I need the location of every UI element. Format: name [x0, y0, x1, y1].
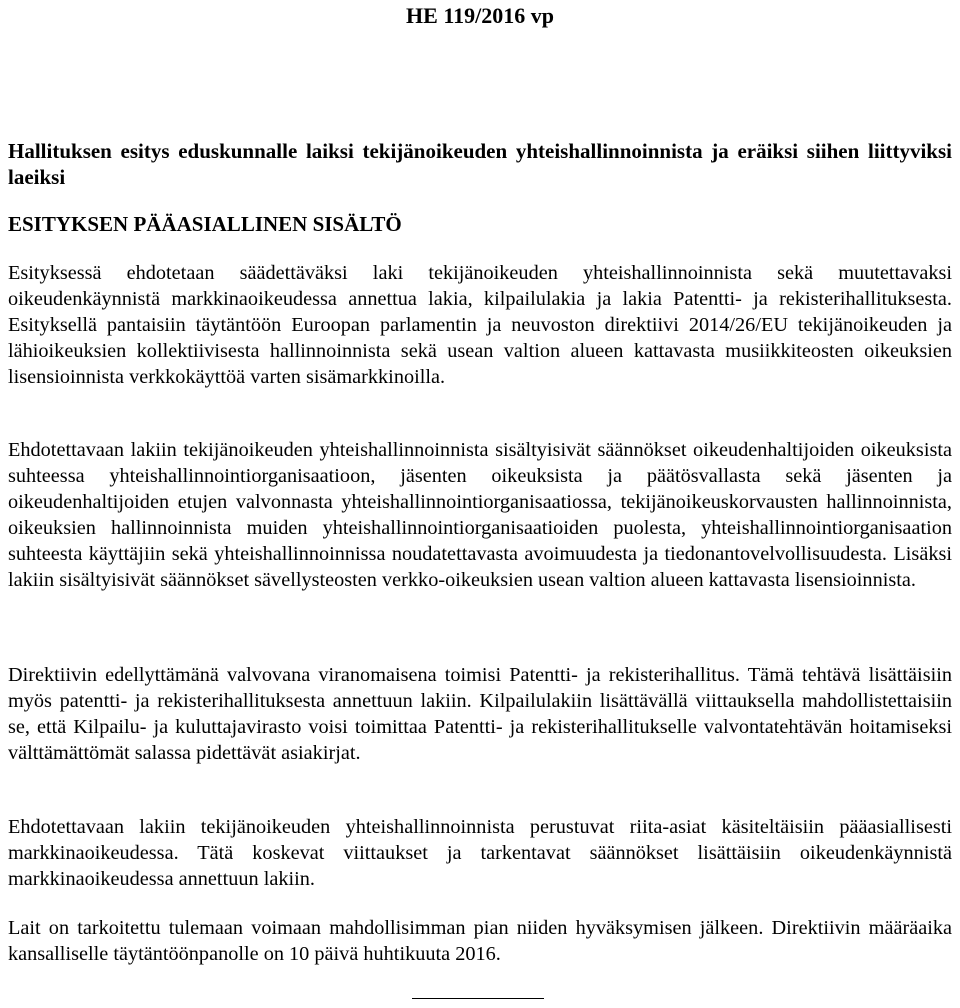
paragraph-supervisory-authority: Direktiivin edellyttämänä valvovana viranomaisena toimisi Patentti- ja rekisterihallitus. Tämä tehtävä lisättäisiin myös patentti- ja rekisterihallituksesta annettuun lakiin. Kilpailulakiin lisättävällä viittauksella mahdollistettaisiin se, että Kilpailu- ja kuluttajavirasto voisi toimittaa Patentti- ja rekisterihallitukselle valvontatehtävän hoitamiseksi välttämättömät salassa pidettävät asiakirjat. — [8, 664, 952, 764]
paragraph-proposed-act: Ehdotettavaan lakiin tekijänoikeuden yhteishallinnoinnista sisältyisivät säännökset oikeudenhaltijoiden oikeuksista suhteessa yhteishallinnointiorganisaatioon, jäsenten oikeuksista ja päätösvallasta sekä jäsenten ja oikeudenhaltijoiden etujen valvonnasta yhteishallinnointiorganisaatiossa, tekijänoikeuskorvausten hallinnoinnista, oikeuksien hallinnoinnista muiden yhteishallinnointiorganisaatioiden puolesta, yhteishallinnointiorganisaation suhteesta käyttäjiin sekä yhteishallinnoinnissa noudatettavasta avoimuudesta ja tiedonantovelvollisuudesta. Lisäksi lakiin sisältyisivät säännökset sävellysteosten verkko-oikeuksien usean valtion alueen kattavasta lisensioinnista. — [8, 439, 952, 591]
end-rule — [412, 998, 544, 999]
document-title: Hallituksen esitys eduskunnalle laiksi tekijänoikeuden yhteishallinnoinnista ja eräiksi siihen liittyviksi laeiksi — [8, 139, 952, 189]
paragraph-entry-into-force: Lait on tarkoitettu tulemaan voimaan mahdollisimman pian niiden hyväksymisen jälkeen. Direktiivin määräaika kansalliselle täytäntöönpanolle on 10 päivä huhtikuuta 2016. — [8, 917, 952, 965]
paragraph-market-court: Ehdotettavaan lakiin tekijänoikeuden yhteishallinnoinnista perustuvat riita-asiat käsiteltäisiin pääasiallisesti markkinaoikeudessa. Tätä koskevat viittaukset ja tarkentavat säännökset lisättäisiin oikeudenkäynnistä markkinaoikeudessa annettuun lakiin. — [8, 816, 952, 890]
section-heading: ESITYKSEN PÄÄASIALLINEN SISÄLTÖ — [8, 212, 402, 236]
paragraph-summary: Esityksessä ehdotetaan säädettäväksi laki tekijänoikeuden yhteishallinnoinnista sekä muutettavaksi oikeudenkäynnistä markkinaoikeudessa annettua lakia, kilpailulakia ja lakia Patentti- ja rekisterihallituksesta. Esityksellä pantaisiin täytäntöön Euroopan parlamentin ja neuvoston direktiivi 2014/26/EU tekijänoikeuden ja lähioikeuksien kollektiivisesta hallinnoinnista sekä usean valtion alueen kattavasta musiikkiteosten oikeuksien lisensioinnista verkkokäyttöä varten sisämarkkinoilla. — [8, 262, 952, 388]
document-id: HE 119/2016 vp — [406, 3, 554, 28]
